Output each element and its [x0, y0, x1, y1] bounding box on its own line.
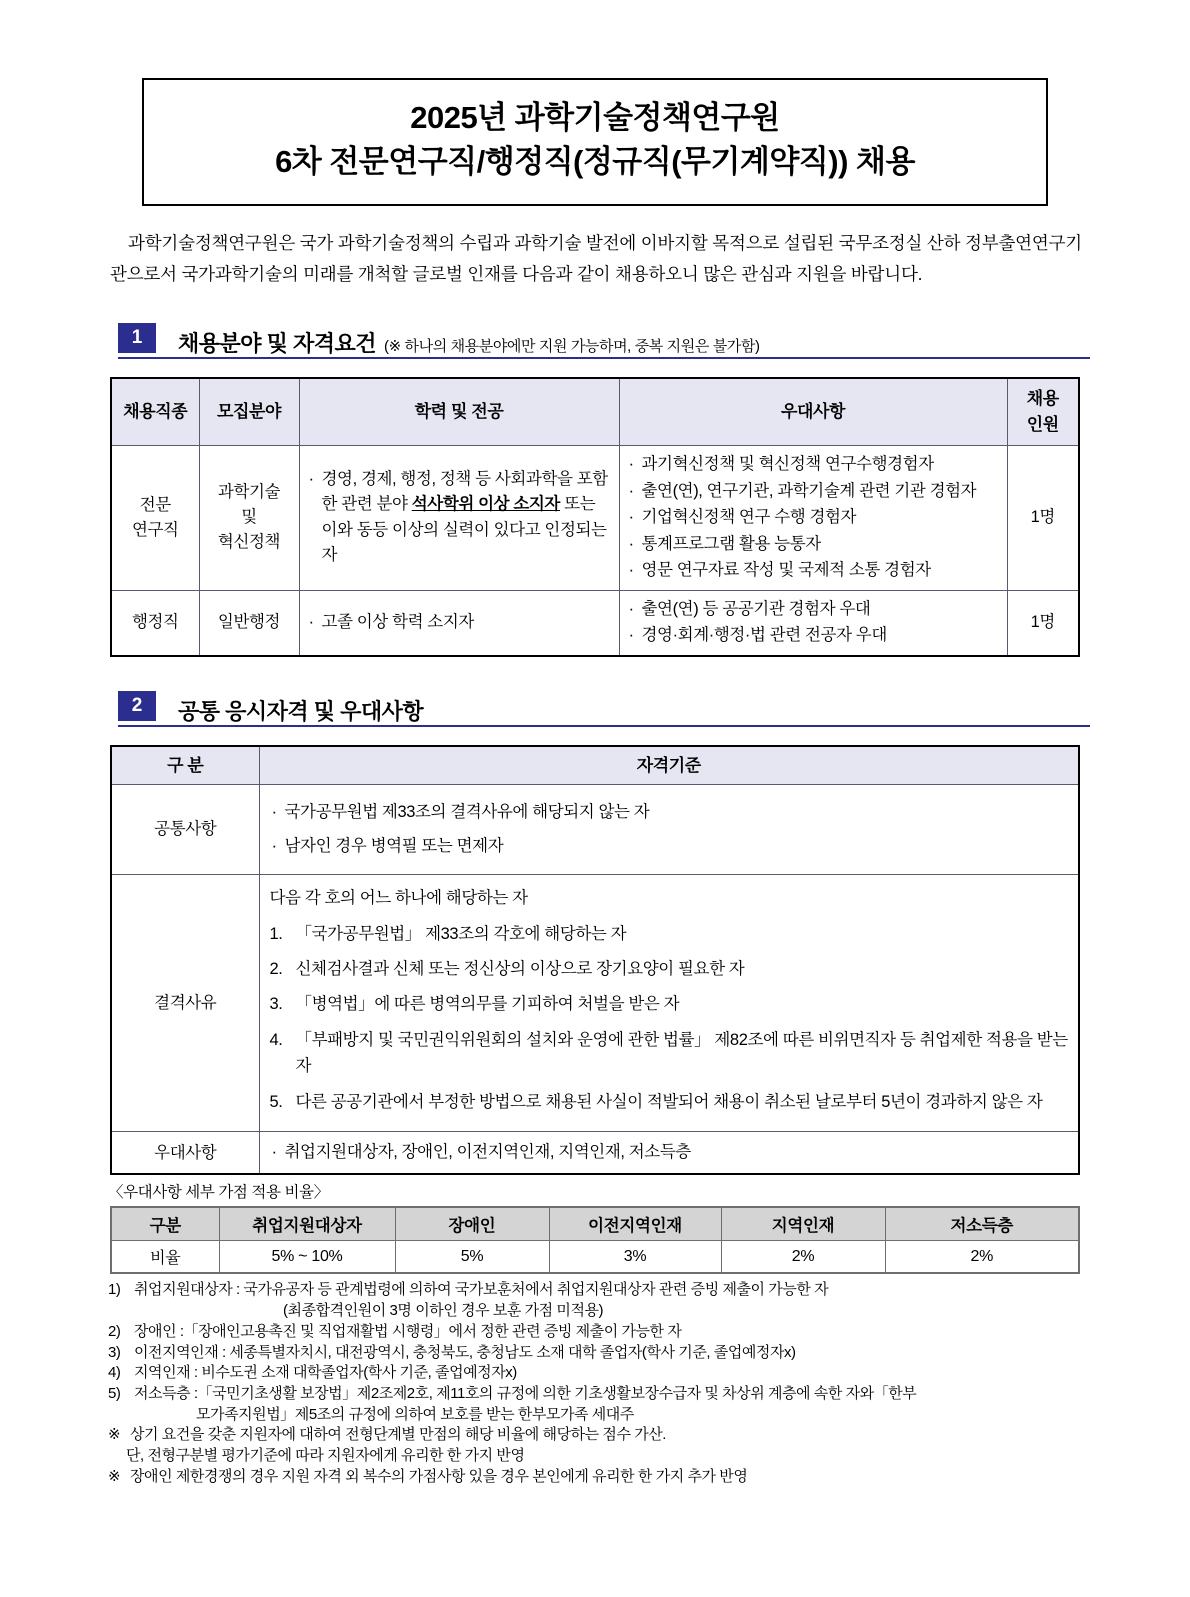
table-row [111, 590, 1079, 656]
col-header-employment-support: 취업지원대상자 [219, 1207, 395, 1241]
table-row [111, 1131, 1079, 1174]
education-text-post: 또는 이와 동등 이상의 실력이 있다고 인정되는 자 [321, 495, 607, 565]
list-item-text: 다른 공공기관에서 부정한 방법으로 채용된 사실이 적발되어 채용이 취소된 날로부터 5년이 경과하지 않은 자 [295, 1092, 1043, 1111]
footnote-3-marker: 3) [108, 1343, 121, 1361]
table-header-row [111, 378, 1079, 445]
disqualification-list [270, 921, 1069, 1115]
cell-preference-items [259, 1131, 1079, 1174]
footnote-star-1-text: 상기 요건을 갖춘 지원자에 대하여 전형단계별 만점의 해당 비율에 해당하는 점수 가산. [130, 1426, 667, 1444]
footnote-star-2-marker: ※ [108, 1467, 121, 1485]
cell-common-items [259, 785, 1079, 875]
job-type-line1: 전문 [139, 495, 171, 514]
list-item: · 남자인 경우 병역필 또는 면제자 [270, 834, 1069, 860]
section-heading-1 [118, 323, 1090, 359]
footnote-star-1-sub: 단, 전형구분별 평가기준에 따라 지원자에게 유리한 한 가지 반영 [126, 1446, 525, 1464]
section-title-text-1: 채용분야 및 자격요건 [178, 331, 376, 357]
list-item-text: 신체검사결과 신체 또는 정신상의 이상으로 장기요양이 필요한 자 [295, 959, 745, 978]
list-item-number: 5. [269, 1092, 283, 1111]
col-header-headcount-line2: 인원 [1026, 415, 1059, 435]
footnote-5 [108, 1384, 1090, 1405]
cell-ratio-row-label: 비율 [111, 1241, 219, 1274]
list-item: · 경영·회계·행정·법 관련 전공자 우대 [627, 623, 1000, 649]
list-item-number: 1. [269, 924, 283, 943]
ratio-table-caption: 〈우대사항 세부 가점 적용 비율〉 [108, 1184, 329, 1202]
qualification-table [110, 745, 1080, 1176]
col-header-relocated-regional-talent: 이전지역인재 [549, 1207, 721, 1241]
footnote-1 [108, 1280, 1090, 1301]
section-title-1 [178, 333, 760, 355]
col-header-job-type: 채용직종 [111, 378, 199, 445]
list-item [270, 991, 1069, 1017]
col-header-education: 학력 및 전공 [299, 378, 619, 445]
list-item: · 출연(연) 등 공공기관 경험자 우대 [627, 597, 1000, 623]
cell-ratio-employment-support: 5% ~ 10% [219, 1241, 395, 1274]
col-header-regional-talent: 지역인재 [721, 1207, 885, 1241]
cell-label-disqualification: 결격사유 [111, 875, 259, 1132]
cell-ratio-relocated-regional-talent: 3% [549, 1241, 721, 1274]
preference-items-list [270, 1140, 1069, 1166]
field-line1: 과학기술 [217, 483, 281, 502]
col-header-category: 구 분 [111, 746, 259, 785]
cell-job-type-admin: 행정직 [111, 590, 199, 656]
footnote-2-text: 장애인 :「장애인고용촉진 및 직업재활법 시행령」에서 정한 관련 증빙 제출이 가능한 자 [134, 1322, 682, 1340]
intro-paragraph: 과학기술정책연구원은 국가 과학기술정책의 수립과 과학기술 발전에 이바지할 목적으로 설립된 국무조정실 산하 정부출연연구기관으로서 국가과학기술의 미래를 개척할 글로벌 인재를 다음과 같이 채용하오니 많은 관심과 지원을 바랍니다. [110, 233, 1082, 284]
list-item: · 과기혁신정책 및 혁신정책 연구수행경험자 [627, 452, 1000, 478]
recruitment-table [110, 377, 1080, 657]
cell-preferences-research [619, 445, 1007, 590]
list-item-text: 「병역법」에 따른 병역의무를 기피하여 처벌을 받은 자 [295, 995, 680, 1014]
ratio-table-wrapper [110, 1206, 1080, 1274]
cell-ratio-regional-talent: 2% [721, 1241, 885, 1274]
footnote-1-marker: 1) [108, 1281, 121, 1299]
education-text-pre: 경영, 경제, 행정, 정책 등 사회과학을 포함한 관련 분야 [321, 469, 608, 514]
cell-job-type-research [111, 445, 199, 590]
list-item [307, 467, 612, 569]
footnote-5-text: 저소득층 :「국민기초생활 보장법」제2조제2호, 제11호의 규정에 의한 기초생활보장수급자 및 차상위 계층에 속한 자와「한부 [134, 1384, 917, 1402]
cell-ratio-disabled: 5% [395, 1241, 549, 1274]
table-row [111, 785, 1079, 875]
list-item [270, 921, 1069, 947]
list-item: · 영문 연구자료 작성 및 국제적 소통 경험자 [627, 558, 1000, 584]
col-header-disabled: 장애인 [395, 1207, 549, 1241]
list-item [270, 1027, 1069, 1080]
table-row [111, 1241, 1079, 1274]
table-row [111, 445, 1079, 590]
footnote-4-text: 지역인재 : 비수도권 소재 대학졸업자(학사 기준, 졸업예정자x) [134, 1364, 517, 1382]
cell-ratio-low-income: 2% [885, 1241, 1079, 1274]
col-header-headcount [1007, 378, 1079, 445]
section-number-badge-1: 1 [118, 323, 156, 353]
col-header-low-income: 저소득층 [885, 1207, 1079, 1241]
col-header-criteria: 자격기준 [259, 746, 1079, 785]
list-item-number: 2. [269, 959, 283, 978]
page-title-line-1: 2025년 과학기술정책연구원 [410, 100, 780, 135]
footnotes [108, 1280, 1090, 1487]
cell-preferences-admin [619, 590, 1007, 656]
document-title-box [142, 78, 1048, 206]
recruitment-table-wrapper [110, 377, 1080, 657]
footnote-2-marker: 2) [108, 1322, 121, 1340]
cell-field-admin: 일반행정 [199, 590, 299, 656]
col-header-headcount-line1: 채용 [1026, 389, 1059, 409]
col-header-preferences: 우대사항 [619, 378, 1007, 445]
cell-disqualification-items [259, 875, 1079, 1132]
list-item-text: 「국가공무원법」 제33조의 각호에 해당하는 자 [295, 924, 627, 943]
footnote-star-2 [108, 1467, 1090, 1488]
preference-list [627, 452, 1000, 584]
education-list [307, 467, 612, 569]
footnote-3-text: 이전지역인재 : 세종특별자치시, 대전광역시, 충청북도, 충청남도 소재 대학 졸업자(학사 기준, 졸업예정자x) [134, 1343, 796, 1361]
footnote-4-marker: 4) [108, 1364, 121, 1382]
preference-list [627, 597, 1000, 649]
col-header-ratio-category: 구분 [111, 1207, 219, 1241]
common-items-list [270, 800, 1069, 859]
ratio-table [110, 1206, 1080, 1274]
disqualification-lead: 다음 각 호의 어느 하나에 해당하는 자 [269, 889, 528, 908]
footnote-5-marker: 5) [108, 1384, 121, 1402]
list-item-number: 3. [269, 995, 283, 1014]
field-line2: 및 [241, 508, 257, 527]
cell-label-common: 공통사항 [111, 785, 259, 875]
table-header-row [111, 1207, 1079, 1241]
field-line3: 혁신정책 [217, 533, 281, 552]
page-title-line-2: 6차 전문연구직/행정직(정규직(무기계약직)) 채용 [275, 144, 915, 180]
education-text-emphasis: 석사학위 이상 소지자 [411, 495, 560, 514]
cell-education-research [299, 445, 619, 590]
col-header-field: 모집분야 [199, 378, 299, 445]
qualification-table-wrapper [110, 745, 1080, 1176]
table-row [111, 875, 1079, 1132]
footnote-star-2-text: 장애인 제한경쟁의 경우 지원 자격 외 복수의 가점사항 있을 경우 본인에게 유리한 한 가지 추가 반영 [130, 1467, 748, 1485]
section-number-badge-2: 2 [118, 691, 156, 721]
list-item: · 기업혁신정책 연구 수행 경험자 [627, 505, 1000, 531]
cell-label-preference: 우대사항 [111, 1131, 259, 1174]
list-item [270, 956, 1069, 982]
job-type-line2: 연구직 [131, 520, 179, 539]
cell-headcount-research: 1명 [1007, 445, 1079, 590]
education-list [307, 610, 612, 636]
footnote-5-sub: 모가족지원법」제5조의 규정에 의하여 보호를 받는 한부모가족 세대주 [196, 1405, 634, 1423]
section-title-2: 공통 응시자격 및 우대사항 [178, 698, 424, 724]
list-item: · 출연(연), 연구기관, 과학기술계 관련 기관 경험자 [627, 479, 1000, 505]
cell-field-research [199, 445, 299, 590]
section-note-1: (※ 하나의 채용분야에만 지원 가능하며, 중복 지원은 불가함) [384, 338, 760, 356]
cell-headcount-admin: 1명 [1007, 590, 1079, 656]
footnote-3 [108, 1343, 1090, 1364]
footnote-star-1 [108, 1425, 1090, 1446]
table-header-row [111, 746, 1079, 785]
footnote-4 [108, 1363, 1090, 1384]
cell-education-admin [299, 590, 619, 656]
list-item: · 취업지원대상자, 장애인, 이전지역인재, 지역인재, 저소득층 [270, 1140, 1069, 1166]
footnote-star-1-marker: ※ [108, 1426, 121, 1444]
list-item: · 국가공무원법 제33조의 결격사유에 해당되지 않는 자 [270, 800, 1069, 826]
section-heading-2 [118, 691, 1090, 727]
footnote-1-text: 취업지원대상자 : 국가유공자 등 관계법령에 의하여 국가보훈처에서 취업지원대상자 관련 증빙 제출이 가능한 자 [134, 1281, 829, 1299]
list-item: · 통계프로그램 활용 능통자 [627, 532, 1000, 558]
footnote-2 [108, 1322, 1090, 1343]
footnote-1-sub: (최종합격인원이 3명 이하인 경우 보훈 가점 미적용) [283, 1302, 604, 1320]
list-item [270, 1089, 1069, 1115]
list-item: · 고졸 이상 학력 소지자 [307, 610, 612, 636]
list-item-text: 「부패방지 및 국민권익위원회의 설치와 운영에 관한 법률」 제82조에 따른 비위면직자 등 취업제한 적용을 받는 자 [295, 1030, 1068, 1076]
list-item-number: 4. [269, 1030, 283, 1049]
